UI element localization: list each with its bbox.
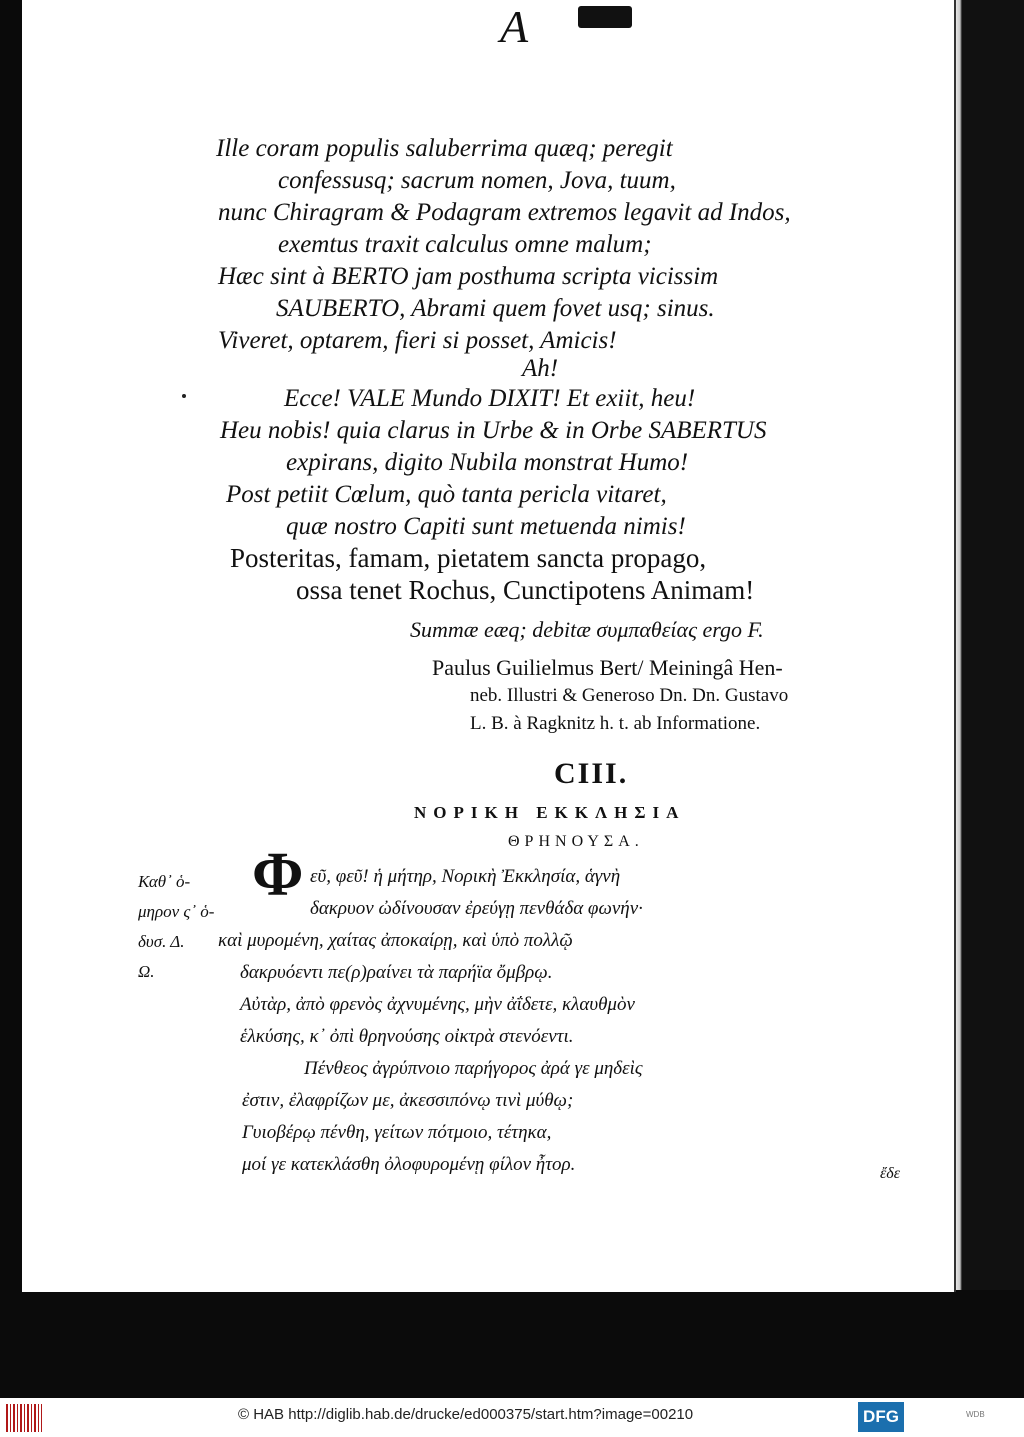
margin-note: μηρον ς᾽ ὁ- [138,902,215,921]
dfg-logo[interactable]: DFG [858,1402,904,1432]
poem-line: Ah! [522,355,559,382]
poem-line: ossa tenet Rochus, Cunctipotens Animam! [296,575,755,605]
greek-line: δακρυόεντι πε(ρ)ραίνει τὰ παρήϊα ὄμβρῳ. [240,962,553,983]
ink-blot [578,6,632,28]
margin-note: δυσ. Δ. [138,932,185,951]
dedication-line: Summæ eæq; debitæ συμπαθείας ergo F. [410,617,764,642]
author-line: L. B. à Ragknitz h. t. ab Informatione. [470,713,761,734]
poem-line: exemtus traxit calculus omne malum; [278,231,652,258]
speck [182,394,186,398]
scan-left-shadow [0,0,22,1300]
greek-line: καὶ μυρομένη, χαίτας ἀποκαίρῃ, καὶ ὑπὸ πολλῷ [218,930,573,951]
author-line: neb. Illustri & Generoso Dn. Dn. Gustavo [470,685,789,706]
poem-line: SAUBERTO, Abrami quem fovet usq; sinus. [276,295,715,322]
greek-line: Αὐτὰρ, ἀπὸ φρενὸς ἀχνυμένης, μὴν ἀΐδετε, κλαυθμὸν [240,994,635,1015]
greek-line: ἐστιν, ἐλαφρίζων με, ἀκεσσιπόνῳ τινὶ μύθῳ; [242,1090,574,1111]
scan-bottom-shadow [0,1290,1024,1400]
poem-line: expirans, digito Nubila monstrat Humo! [286,449,689,476]
author-line: Paulus Guilielmus Bert/ Meiningâ Hen- [432,655,783,680]
section-number: CIII. [554,757,629,790]
greek-line: εῦ, φεῦ! ἡ μήτηρ, Νορικὴ Ἐκκλησία, ἁγνὴ [310,866,621,887]
greek-line: μοί γε κατεκλάσθη ὀλοφυρομένῃ φίλον ἦτορ. [242,1154,576,1175]
viewer-footer [0,1398,1024,1437]
poem-line: confessusq; sacrum nomen, Jova, tuum, [278,167,676,194]
greek-line: ἑλκύσης, κ᾽ ὀπὶ θρηνούσης οἰκτρὰ στενόεντι. [240,1026,574,1047]
poem-line: Ecce! VALE Mundo DIXIT! Et exiit, heu! [284,385,696,412]
catchword: ἔδε [880,1165,901,1182]
book-page [22,0,956,1292]
greek-subtitle: ΘΡΗΝΟΥΣΑ. [508,833,644,850]
poem-line: nunc Chiragram & Podagram extremos legavit ad Indos, [218,199,791,226]
greek-line: Πένθεος ἀγρύπνοιο παρήγορος ἀρά γε μηδεὶς [304,1058,643,1079]
copyright-link[interactable]: © HAB http://diglib.hab.de/drucke/ed000375/start.htm?image=00210 [238,1406,694,1423]
greek-line: δακρυον ὠδίνουσαν ἐρεύγῃ πενθάδα φωνήν· [310,898,643,919]
margin-note: Ω. [138,962,155,981]
wdb-mark: WDB [966,1410,985,1419]
poem-line: Viveret, optarem, fieri si posset, Amicis! [218,327,617,354]
signature-mark: A [500,1,529,52]
poem-line: quæ nostro Capiti sunt metuenda nimis! [286,513,686,540]
poem-line: Posteritas, famam, pietatem sancta propago, [230,543,707,573]
barcode-icon [6,1404,42,1432]
poem-line: Heu nobis! quia clarus in Urbe & in Orbe SABERTUS [220,417,767,444]
poem-line: Hæc sint à BERTO jam posthuma scripta vicissim [218,263,719,290]
margin-note: Καθ᾽ ὁ- [138,872,191,891]
initial-letter: Φ [252,841,304,909]
greek-line: Γυιοβέρῳ πένθη, γείτων πότμοιο, τέτηκα, [242,1122,552,1143]
poem-line: Post petiit Cœlum, quò tanta pericla vitaret, [226,481,667,508]
poem-line: Ille coram populis saluberrima quæq; peregit [216,135,673,162]
greek-title: ΝΟΡΙΚΗ ΕΚΚΛΗΣΙΑ [414,803,686,822]
scan-right-shadow [954,0,1024,1300]
